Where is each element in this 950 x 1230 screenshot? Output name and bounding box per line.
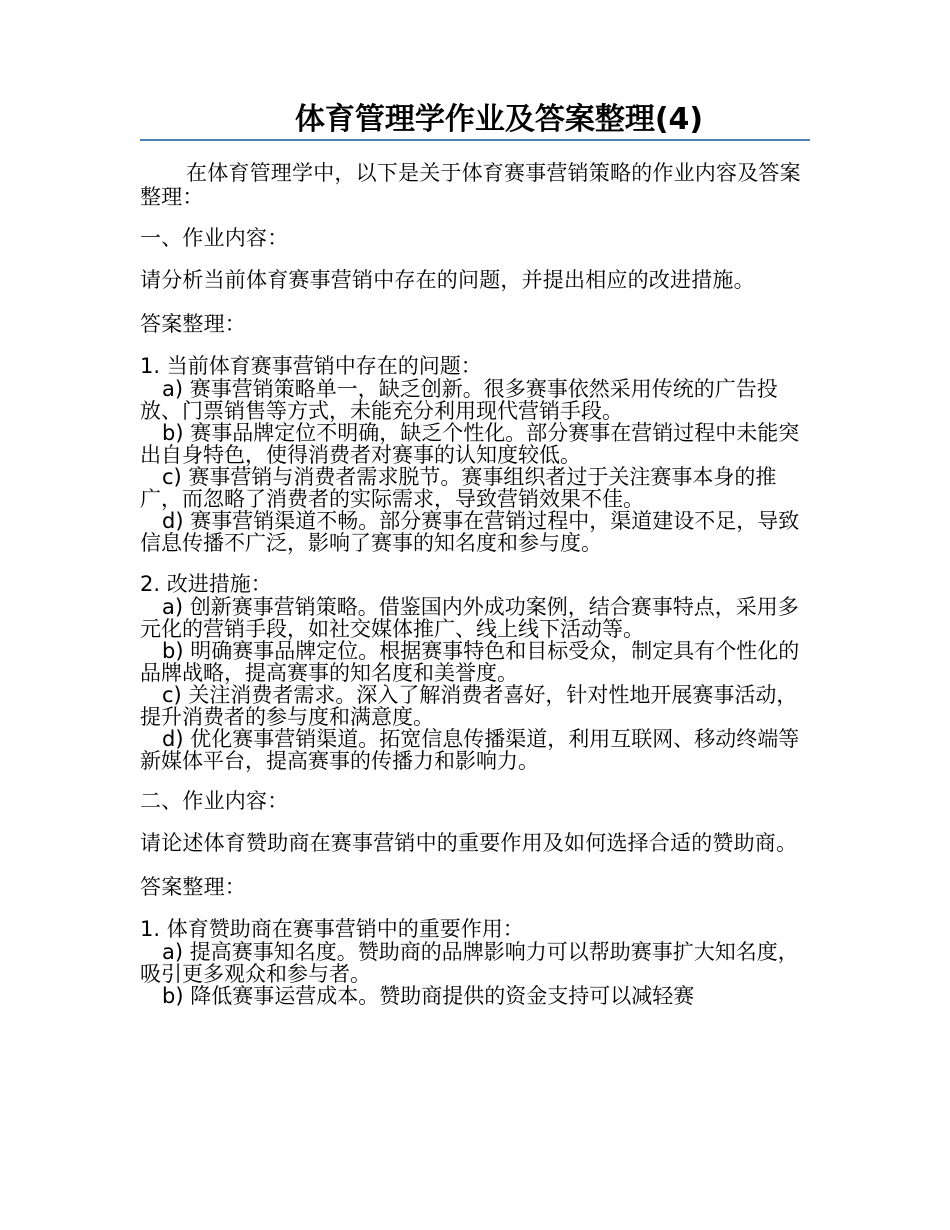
list-item: c) 赛事营销与消费者需求脱节。赛事组织者过于关注赛事本身的推广，而忽略了消费者的实际需求，导致营销效果不佳。 bbox=[140, 465, 777, 511]
list-item: a) 赛事营销策略单一，缺乏创新。很多赛事依然采用传统的广告投放、门票销售等方式，未能充分利用现代营销手段。 bbox=[140, 377, 778, 423]
section1-measures bbox=[140, 572, 812, 772]
section1-answer-label: 答案整理： bbox=[140, 312, 246, 336]
section2-heading: 二、作业内容： bbox=[140, 789, 289, 813]
section2-roles bbox=[140, 917, 812, 1007]
section2-question: 请论述体育赞助商在赛事营销中的重要作用及如何选择合适的赞助商。 bbox=[140, 831, 798, 855]
section2-answer-label: 答案整理： bbox=[140, 875, 246, 899]
section1-problems bbox=[140, 354, 812, 554]
list-item: b) 降低赛事运营成本。赞助商提供的资金支持可以减轻赛 bbox=[162, 984, 695, 1008]
list-item: a) 创新赛事营销策略。借鉴国内外成功案例，结合赛事特点，采用多元化的营销手段，如社交媒体推广、线上线下活动等。 bbox=[140, 595, 799, 641]
list-item: d) 优化赛事营销渠道。拓宽信息传播渠道，利用互联网、移动终端等新媒体平台，提高赛事的传播力和影响力。 bbox=[140, 727, 800, 773]
intro-paragraph: 在体育管理学中，以下是关于体育赛事营销策略的作业内容及答案整理： bbox=[140, 161, 801, 209]
roles-title: 1. 体育赞助商在赛事营销中的重要作用： bbox=[140, 917, 524, 941]
list-item: a) 提高赛事知名度。赞助商的品牌影响力可以帮助赛事扩大知名度，吸引更多观众和参与者。 bbox=[140, 940, 799, 986]
document-page bbox=[140, 100, 812, 1007]
measures-title: 2. 改进措施： bbox=[140, 572, 272, 596]
problems-title: 1. 当前体育赛事营销中存在的问题： bbox=[140, 354, 482, 378]
list-item: d) 赛事营销渠道不畅。部分赛事在营销过程中，渠道建设不足，导致信息传播不广泛，影响了赛事的知名度和参与度。 bbox=[140, 509, 800, 555]
list-item: b) 赛事品牌定位不明确，缺乏个性化。部分赛事在营销过程中未能突出自身特色，使得消费者对赛事的认知度较低。 bbox=[140, 421, 800, 467]
section1-question: 请分析当前体育赛事营销中存在的问题，并提出相应的改进措施。 bbox=[140, 268, 755, 292]
list-item: b) 明确赛事品牌定位。根据赛事特色和目标受众，制定具有个性化的品牌战略，提高赛事的知名度和美誉度。 bbox=[140, 639, 800, 685]
list-item: c) 关注消费者需求。深入了解消费者喜好，针对性地开展赛事活动，提升消费者的参与度和满意度。 bbox=[140, 683, 798, 729]
document-title: 体育管理学作业及答案整理(4) bbox=[294, 102, 704, 137]
section1-heading: 一、作业内容： bbox=[140, 226, 289, 250]
